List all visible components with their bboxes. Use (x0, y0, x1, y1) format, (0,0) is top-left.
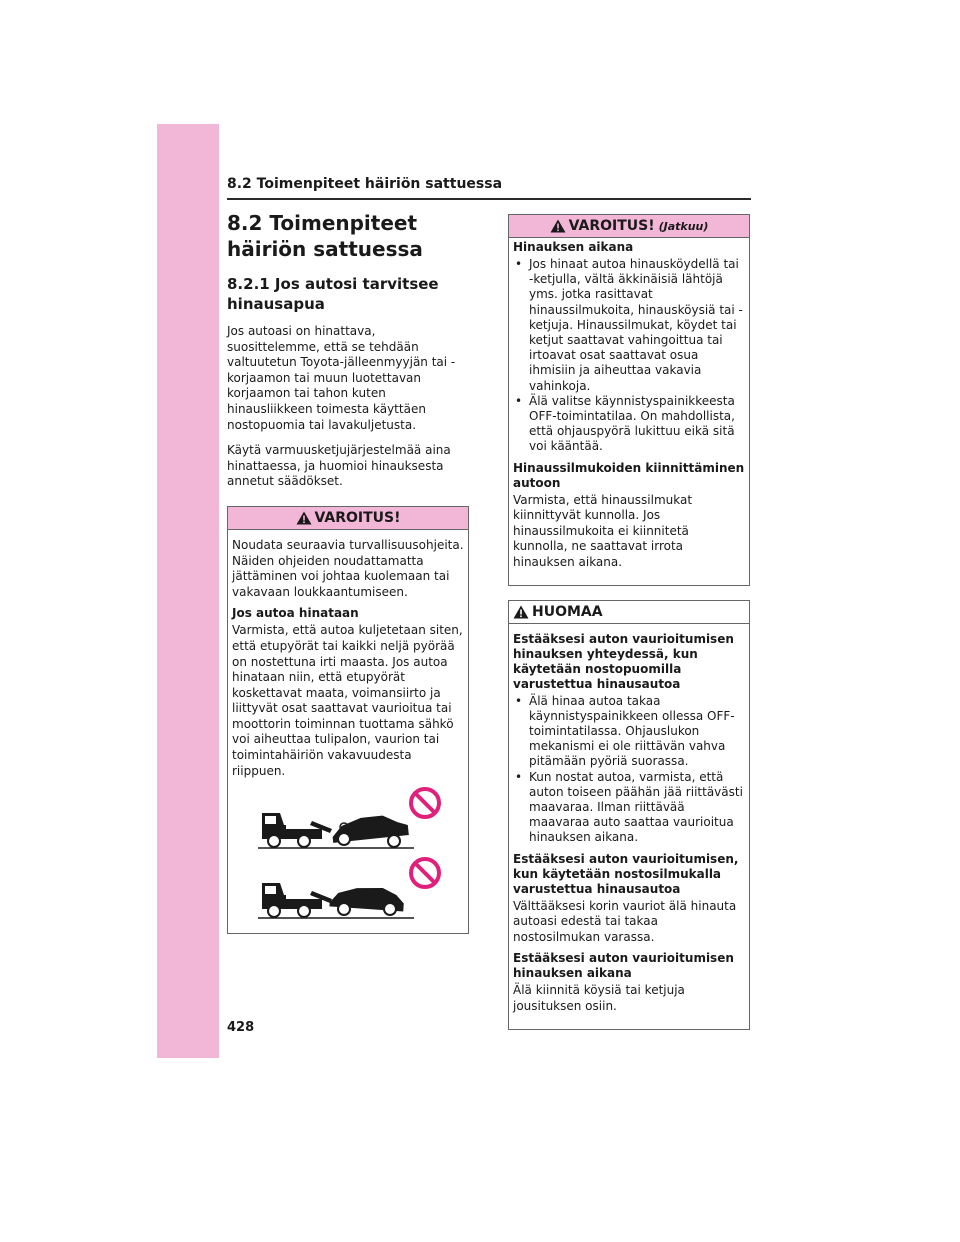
warning-triangle-icon (296, 511, 312, 525)
list-item: • Älä hinaa autoa takaa käynnistyspainikkeen ollessa OFF-toimintatilassa. Ohjauslukon mekanismi ei ole riittävän vahva pitämään pyöriä suorassa. (513, 694, 745, 770)
list-item: • Kun nostat autoa, varmista, että auton toiseen päähän jää riittävästi maavaraa. Ilman riittävää maavaraa auto saattaa vaurioitua hinauksen aikana. (513, 770, 745, 846)
subsection-title: 8.2.1 Jos autosi tarvitsee hinausapua (227, 275, 439, 313)
right-column (508, 214, 750, 1030)
warning-triangle-icon (550, 219, 566, 233)
notice-triangle-icon (513, 605, 529, 619)
tow-scenario-rear-wheels (232, 785, 466, 855)
warning-continued-header (509, 215, 749, 238)
page-number: 428 (227, 1020, 255, 1035)
towed-car-icon (329, 885, 404, 916)
safety-chain-paragraph: Käytä varmuusketjujärjestelmää aina hinattaessa, ja huomioi hinauksesta annetut säädökset. (227, 443, 451, 489)
prohibition-icon (411, 859, 439, 887)
notice-header-label: HUOMAA (532, 603, 603, 620)
list-item: • Jos hinaat autoa hinausköydellä tai -ketjulla, vältä äkkinäisiä lähtöjä yms. jotka rasittavat hinaussilmukoita, hinausköysiä tai -ketjuja. Hinaussilmukat, köydet tai ketjut saattavat vahingoittua tai irtoavat osat saattavat osua ihmisiin ja aiheuttaa vakavia vahinkoja. (513, 257, 745, 394)
during-towing-list (513, 257, 745, 455)
intro-paragraph: Jos autoasi on hinattava, suosittelemme, että se tehdään valtuutetun Toyota-jälleenmyyjän tai -korjaamon tai muun luotettavan korjaamon tai tahon kuten hinausliikkeen toimesta käyttäen nostopuomia tai lavakuljetusta. (227, 324, 456, 432)
prohibition-icon (411, 789, 439, 817)
warning-continued-label: VAROITUS! (568, 218, 655, 234)
notice-box (508, 600, 750, 1030)
warning-continued-box (508, 214, 750, 586)
towing-illustration (232, 785, 464, 925)
notice-subheading-sling: Estääksesi auton vaurioitumisen, kun käytetään nostosilmukalla varustettua hinausautoa (513, 851, 739, 896)
running-head: 8.2 Toimenpiteet häiriön sattuessa (227, 176, 503, 192)
list-item: • Älä valitse käynnistyspainikkeesta OFF-toimintatilaa. On mahdollista, että ohjauspyörä lukittuu eikä sitä voi kääntää. (513, 394, 745, 455)
towed-car-icon (331, 813, 409, 847)
tow-truck-icon (262, 813, 332, 847)
warning-intro: Noudata seuraavia turvallisuusohjeita. Näiden ohjeiden noudattamatta jättäminen voi johtaa kuolemaan tai vakavaan loukkaantumiseen. (232, 537, 464, 599)
notice-header (509, 601, 749, 624)
warning-header-label: VAROITUS! (314, 509, 401, 526)
notice-during-text: Älä kiinnitä köysiä tai ketjuja jousituksen osiin. (513, 983, 685, 1014)
notice-subheading-during: Estääksesi auton vaurioitumisen hinauksen aikana (513, 951, 734, 981)
header-rule (227, 198, 751, 200)
during-towing-heading: Hinauksen aikana (513, 240, 634, 254)
continued-label: (Jatkuu) (658, 219, 709, 233)
warning-box (227, 506, 469, 934)
section-title: 8.2 Toimenpiteet häiriön sattuessa (227, 211, 423, 261)
warning-header (228, 507, 468, 530)
tow-truck-icon (262, 883, 332, 917)
notice-subheading-boom: Estääksesi auton vaurioitumisen hinauksen yhteydessä, kun käytetään nostopuomilla varustettua hinausautoa (513, 631, 734, 691)
notice-boom-list (513, 694, 745, 846)
left-column (227, 210, 469, 934)
side-tab (157, 124, 219, 1058)
warning-subheading-towing: Jos autoa hinataan (232, 606, 359, 621)
attach-eyelets-text: Varmista, että hinaussilmukat kiinnittyvät kunnolla. Jos hinaussilmukoita ei kiinnitetä kunnolla, ne saattavat irrota hinauksen aikana. (513, 492, 693, 570)
warning-towing-text: Varmista, että autoa kuljetetaan siten, että etupyörät tai kaikki neljä pyörää on nostettuna irti maasta. Jos autoa hinataan niin, että etupyörät koskettavat maata, voimansiirto ja liittyvät osat saattavat vaurioitua tai moottorin toiminnan tuottama sähkö voi aiheuttaa tulipalon, vaurion tai toimintahäiriön vakavuudesta riippuen. (232, 623, 463, 778)
notice-sling-text: Välttääksesi korin vauriot älä hinauta autoasi edestä tai takaa nostosilmukan varassa. (513, 898, 737, 944)
tow-scenario-front-lift (232, 855, 466, 925)
attach-eyelets-heading: Hinaussilmukoiden kiinnittäminen autoon (513, 460, 745, 490)
